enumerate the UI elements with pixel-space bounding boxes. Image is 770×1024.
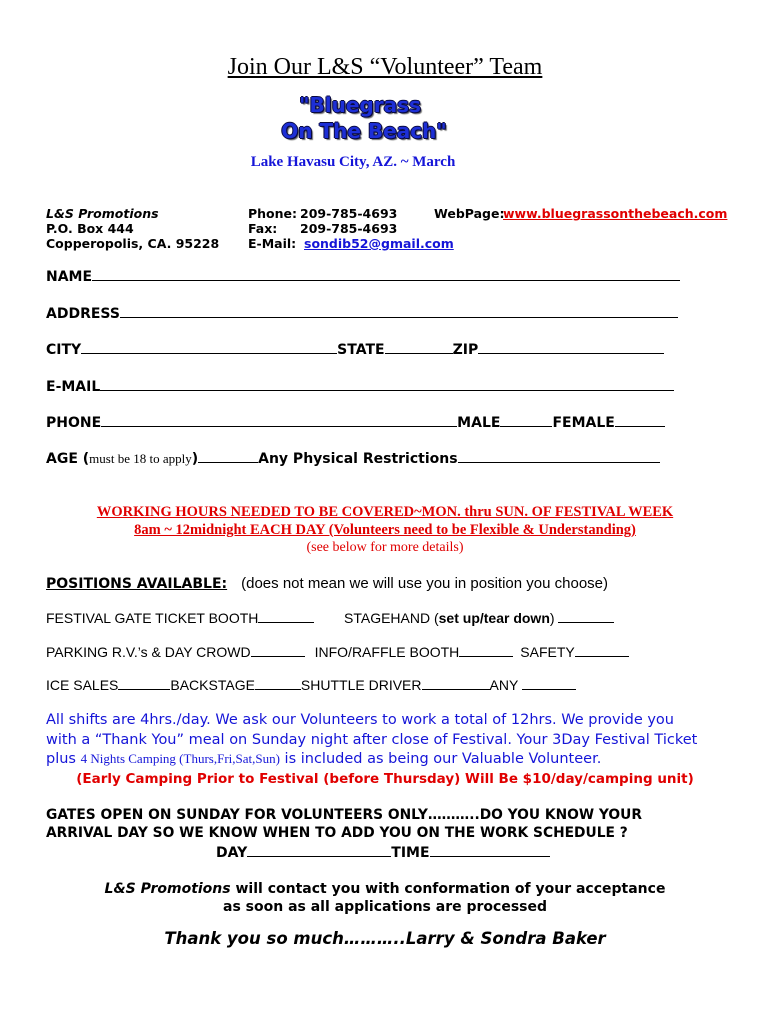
position-any: ANY [489,677,519,693]
state-label: STATE [337,342,385,358]
name-label: NAME [46,269,93,285]
gates-line2: ARRIVAL DAY SO WE KNOW WHEN TO ADD YOU ON THE WORK SCHEDULE ? [46,825,628,841]
position-info-raffle: INFO/RAFFLE BOOTH [314,644,460,660]
day-field[interactable] [247,843,391,857]
day-time-row [216,843,550,862]
shifts-line1: All shifts are 4hrs./day. We ask our Volunteers to work a total of 12hrs. We provide you [46,712,674,728]
positions-note: (does not mean we will use you in position you choose) [241,575,608,592]
time-field[interactable] [430,843,550,857]
zip-field[interactable] [478,340,664,354]
parking-field[interactable] [251,643,305,657]
city-label: CITY [46,342,82,358]
position-gate-booth: FESTIVAL GATE TICKET BOOTH [46,610,259,626]
phone-field-label: PHONE [46,415,102,431]
closing-line1-rest: will contact you with conformation of your acceptance [230,881,666,897]
email-row [46,377,674,396]
address-label: ADDRESS [46,306,120,322]
fax-label: Fax: [248,221,278,236]
age-row [46,449,660,468]
male-label: MALE [457,415,501,431]
shifts-camping-nights: 4 Nights Camping (Thurs,Fri,Sat,Sun) [80,751,280,766]
page-title: Join Our L&S “Volunteer” Team [227,54,543,80]
backstage-field[interactable] [255,676,301,690]
position-ice-sales: ICE SALES [46,677,119,693]
shifts-line3-end: is included as being our Valuable Volunteer. [279,751,602,767]
positions-row1 [46,609,314,626]
webpage-link[interactable]: www.bluegrassonthebeach.com [503,206,728,221]
ice-sales-field[interactable] [118,676,170,690]
time-label: TIME [391,845,430,861]
stagehand-field[interactable] [558,609,614,623]
stagehand-detail: set up/tear down [438,610,550,626]
shifts-line3 [46,751,601,767]
email-link[interactable]: sondib52@gmail.com [304,236,454,251]
phone-number: 209-785-4693 [300,206,398,221]
event-location: Lake Havasu City, AZ. ~ March [250,154,456,170]
age-field[interactable] [198,449,258,463]
restrictions-field[interactable] [458,449,660,463]
email-field[interactable] [100,377,674,391]
city-row [46,340,664,359]
positions-row3 [46,676,576,693]
positions-heading-row [46,575,608,593]
email-field-label: E-MAIL [46,379,101,395]
gates-line1: GATES OPEN ON SUNDAY FOR VOLUNTEERS ONLY………..DO YOU KNOW YOUR [46,807,642,823]
city-field[interactable] [81,340,337,354]
zip-label: ZIP [452,342,479,358]
name-field[interactable] [92,267,680,281]
gate-booth-field[interactable] [258,609,314,623]
position-safety: SAFETY [520,644,575,660]
org-name: L&S Promotions [46,206,159,221]
shifts-line3-start: plus [46,751,81,767]
working-hours-line1: WORKING HOURS NEEDED TO BE COVERED~MON. thru SUN. OF FESTIVAL WEEK [96,504,674,520]
female-label: FEMALE [552,415,615,431]
address-field[interactable] [120,304,678,318]
age-note: must be 18 to apply [89,451,192,466]
phone-field[interactable] [101,413,457,427]
positions-row1b [344,609,614,626]
working-hours-note: (see below for more details) [306,540,464,555]
age-label: AGE ( [46,451,90,467]
closing-line1 [0,880,770,898]
position-parking: PARKING R.V.’s & DAY CROWD [46,644,251,660]
thank-you-signoff: Thank you so much………..Larry & Sondra Baker [164,929,606,948]
safety-field[interactable] [575,643,629,657]
restrictions-label: Any Physical Restrictions [258,451,458,467]
stagehand-close: ) [549,610,555,626]
po-box: P.O. Box 444 [46,221,134,236]
shifts-line2: with a “Thank You” meal on Sunday night after close of Festival. Your 3Day Festival Ticket [46,732,698,748]
email-label: E-Mail: [248,236,297,251]
any-field[interactable] [522,676,576,690]
day-label: DAY [216,845,248,861]
webpage-label: WebPage: [434,206,505,221]
phone-row [46,413,665,432]
early-camping-note: (Early Camping Prior to Festival (before Thursday) Will Be $10/day/camping unit) [76,771,694,787]
position-backstage: BACKSTAGE [170,677,255,693]
male-field[interactable] [500,413,552,427]
age-close: ) [191,451,199,467]
phone-label: Phone: [248,206,298,221]
org-city: Copperopolis, CA. 95228 [46,236,220,251]
position-stagehand: STAGEHAND ( [344,610,439,626]
working-hours-line2: 8am ~ 12midnight EACH DAY (Volunteers need to be Flexible & Understanding) [134,522,636,538]
event-name-line1: "Bluegrass [299,93,421,117]
closing-org: L&S Promotions [104,881,231,897]
shuttle-field[interactable] [422,676,490,690]
state-field[interactable] [385,340,453,354]
position-shuttle: SHUTTLE DRIVER [300,677,422,693]
event-name-line2: On The Beach" [281,119,447,143]
positions-heading: POSITIONS AVAILABLE: [46,576,228,592]
female-field[interactable] [615,413,665,427]
fax-number: 209-785-4693 [300,221,398,236]
info-raffle-field[interactable] [459,643,513,657]
address-row [46,304,678,323]
closing-line2: as soon as all applications are processed [223,899,547,915]
positions-row2 [46,643,629,660]
name-row [46,267,680,286]
